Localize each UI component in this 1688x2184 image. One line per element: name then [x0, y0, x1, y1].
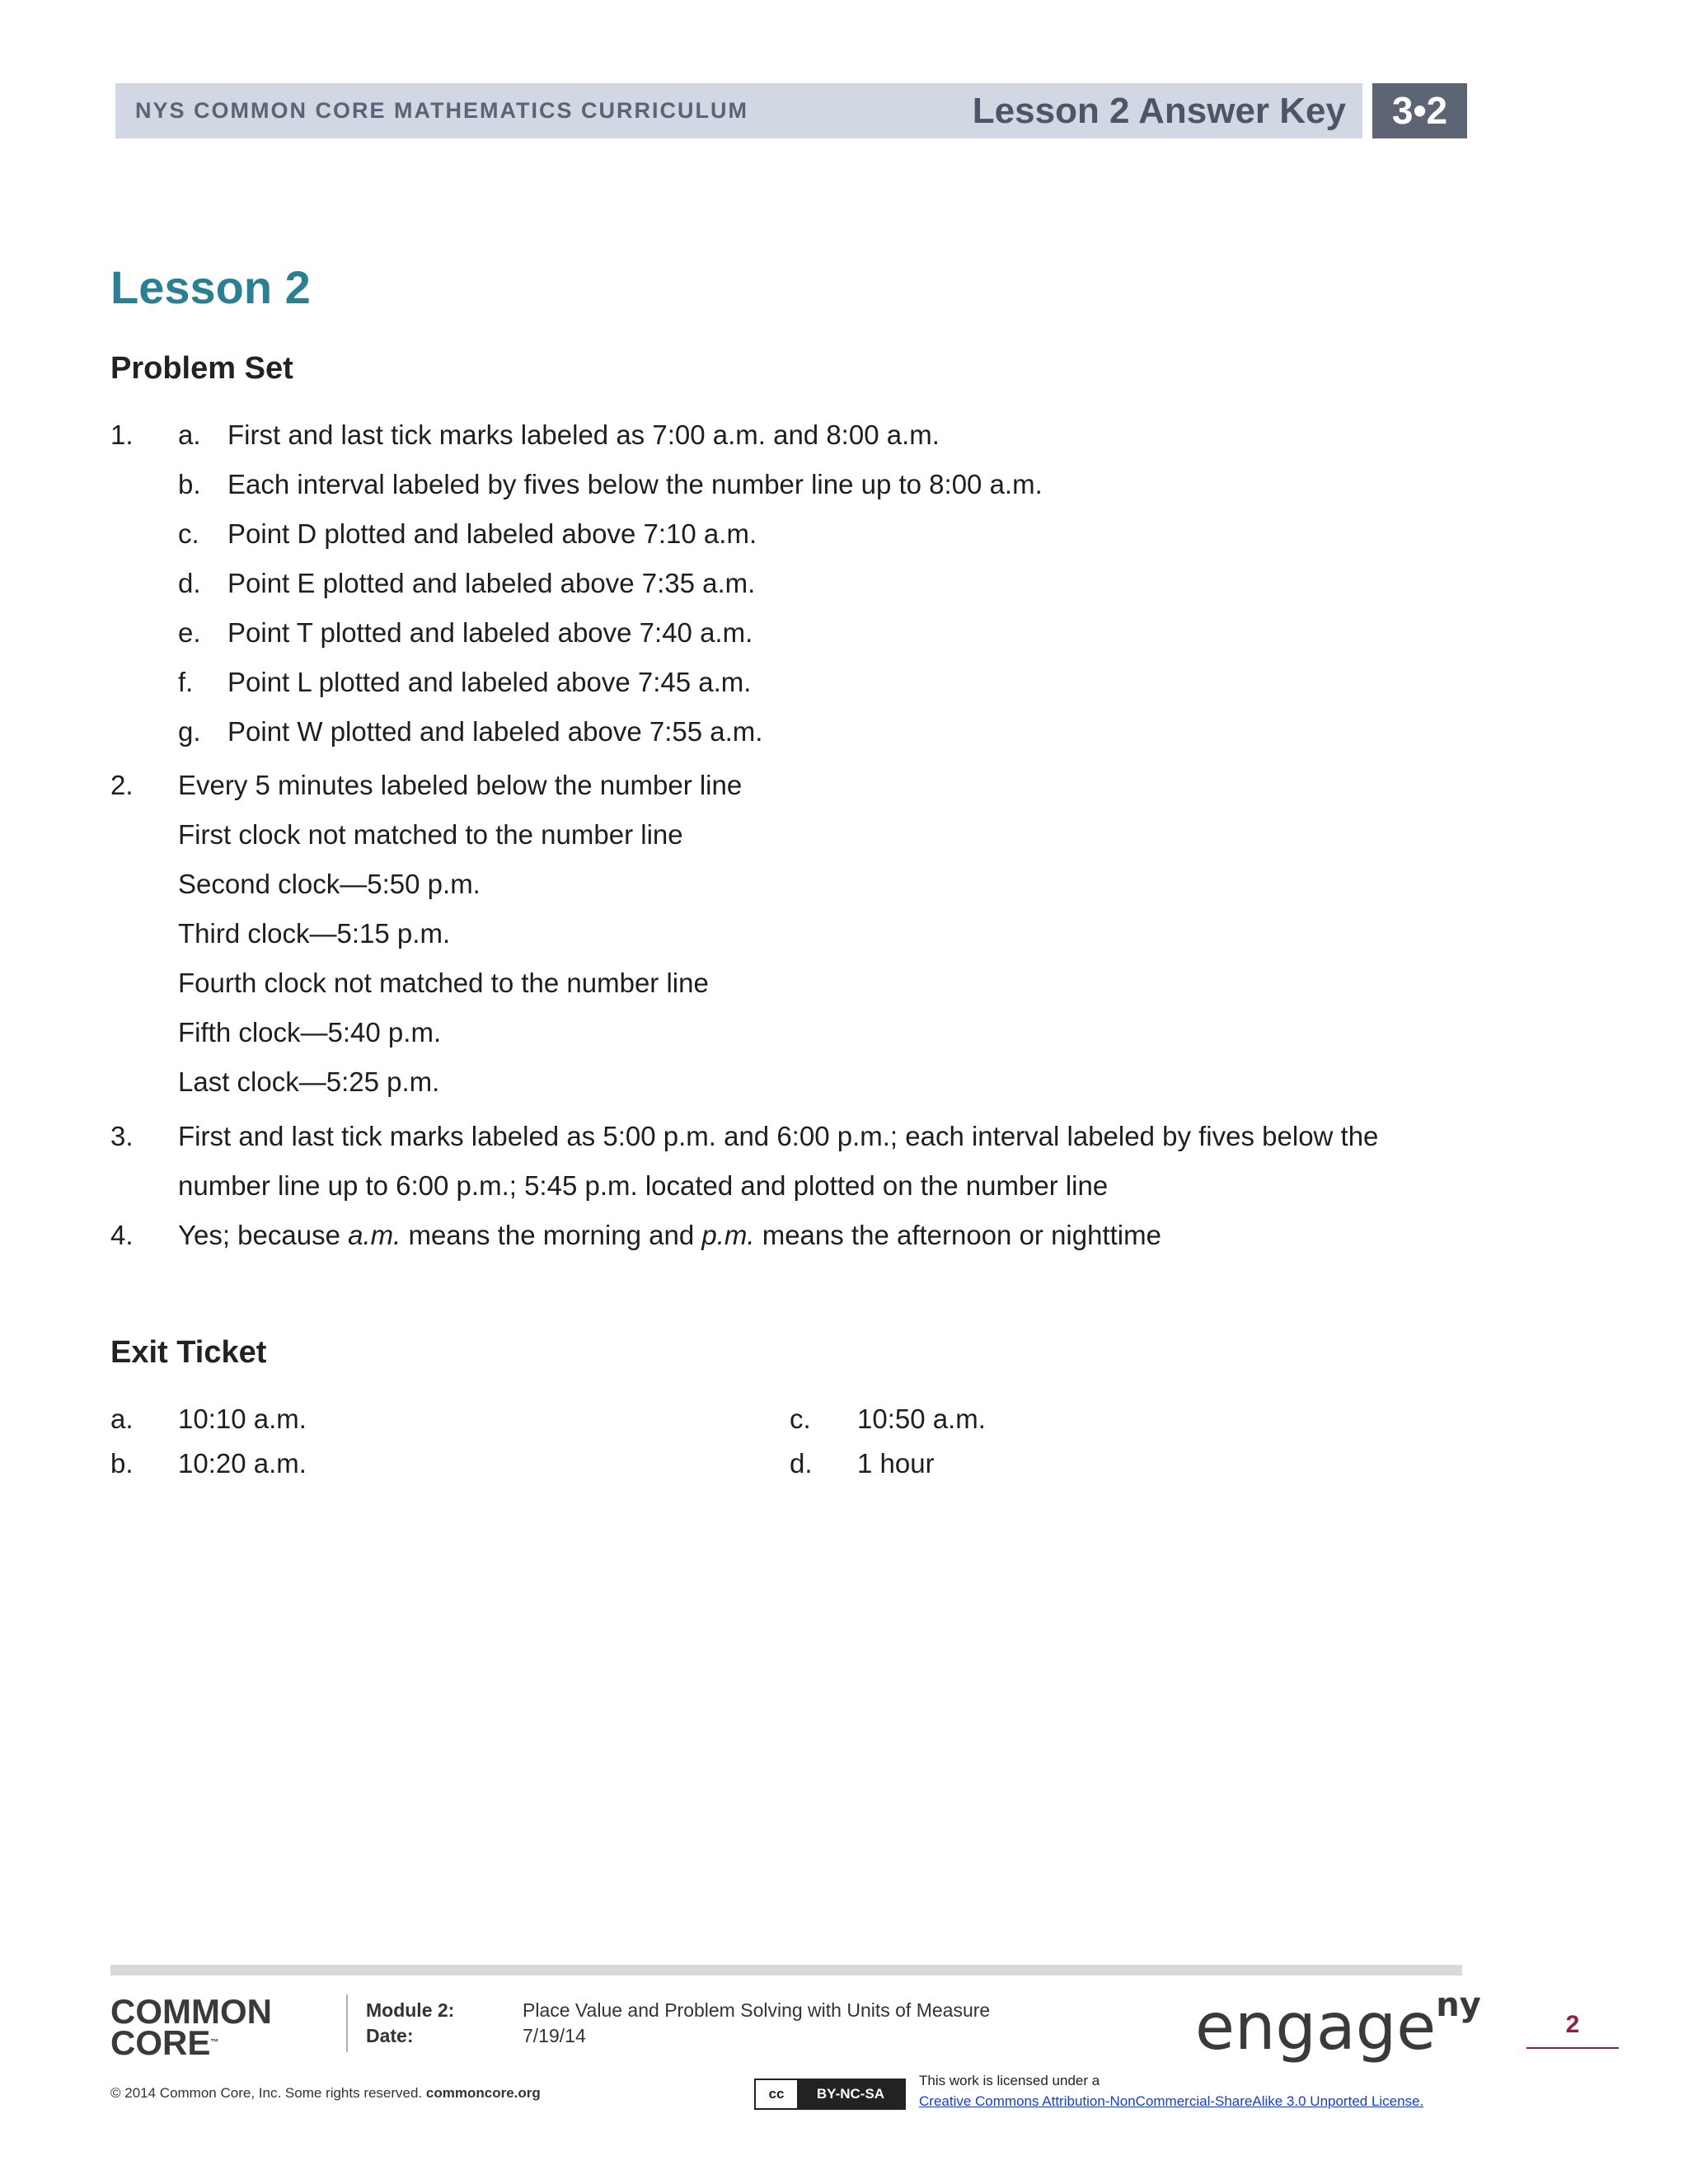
grade-module-badge: 3•2 [1372, 83, 1467, 138]
cc-license-badge[interactable] [754, 2079, 906, 2110]
question-number: 4. [110, 1220, 134, 1250]
answer-line [178, 1219, 1161, 1252]
item-text: 10:50 a.m. [857, 1404, 986, 1434]
item-letter: a. [178, 419, 201, 450]
exit-ticket-heading: Exit Ticket [110, 1335, 267, 1370]
question-number: 1. [110, 419, 134, 450]
logo-line-2: CORE [110, 2023, 211, 2062]
problem-set-heading: Problem Set [110, 351, 293, 386]
answer-line: Second clock—5:50 p.m. [178, 869, 481, 899]
answer-em: a.m. [348, 1220, 401, 1250]
item-letter: d. [178, 568, 201, 598]
module-value: Place Value and Problem Solving with Units of Measure [523, 1999, 991, 2021]
item-letter: b. [178, 469, 201, 499]
logo-trademark: ™ [210, 2038, 219, 2047]
copyright-site: commoncore.org [425, 2085, 541, 2101]
engage-sup: ny [1436, 1986, 1481, 2024]
item-text: 10:10 a.m. [178, 1404, 307, 1434]
question-number: 3. [110, 1121, 134, 1151]
answer-text: means the afternoon or nighttime [754, 1220, 1161, 1250]
item-letter: c. [178, 518, 199, 549]
copyright [110, 2085, 541, 2102]
common-core-logo [110, 1992, 272, 2062]
item-text: Point D plotted and labeled above 7:10 a.m. [227, 518, 757, 549]
engage-text: engage [1195, 1990, 1437, 2064]
item-text: Each interval labeled by fives below the number line up to 8:00 a.m. [227, 469, 1043, 499]
item-letter: e. [178, 617, 201, 648]
answer-line: First and last tick marks labeled as 5:00 p.m. and 6:00 p.m.; each interval labeled by fives below the [178, 1121, 1379, 1151]
answer-line: Last clock—5:25 p.m. [178, 1066, 440, 1097]
logo-line-1: COMMON [110, 1992, 272, 2031]
item-letter: f. [178, 667, 194, 697]
license-link[interactable]: Creative Commons Attribution-NonCommercial-ShareAlike 3.0 Unported License. [919, 2093, 1424, 2109]
footer-separator [346, 1994, 348, 2052]
answer-line: First clock not matched to the number line [178, 819, 683, 850]
answer-line: number line up to 6:00 p.m.; 5:45 p.m. located and plotted on the number line [178, 1170, 1109, 1201]
answer-em: p.m. [701, 1220, 755, 1250]
item-text: Point W plotted and labeled above 7:55 a.m. [227, 716, 763, 747]
item-letter: a. [110, 1404, 134, 1434]
item-letter: d. [790, 1448, 813, 1479]
item-text: Point T plotted and labeled above 7:40 a.m. [227, 617, 753, 648]
cc-icon: cc [756, 2080, 797, 2108]
date-label: Date: [366, 2025, 414, 2046]
item-text: Point L plotted and labeled above 7:45 a.m. [227, 667, 752, 697]
date-value: 7/19/14 [523, 2025, 586, 2046]
item-text: 1 hour [857, 1448, 935, 1479]
page-number-underline [1526, 2047, 1619, 2049]
curriculum-title: NYS COMMON CORE MATHEMATICS CURRICULUM [135, 98, 748, 123]
license-text: This work is licensed under a [919, 2073, 1100, 2088]
engageny-logo [1195, 1986, 1481, 2064]
page-number: 2 [1565, 2011, 1580, 2038]
answer-key-title: Lesson 2 Answer Key [972, 91, 1346, 131]
item-letter: b. [110, 1448, 134, 1479]
footer-divider [110, 1965, 1462, 1975]
item-text: 10:20 a.m. [178, 1448, 307, 1479]
answer-text: means the morning and [401, 1220, 702, 1250]
item-text: Point E plotted and labeled above 7:35 a.m. [227, 568, 756, 598]
answer-line: Every 5 minutes labeled below the number line [178, 770, 743, 800]
answer-text: Yes; because [178, 1220, 349, 1250]
answer-line: Third clock—5:15 p.m. [178, 918, 451, 949]
answer-line: Fifth clock—5:40 p.m. [178, 1017, 442, 1047]
page-title: Lesson 2 [110, 261, 311, 313]
item-text: First and last tick marks labeled as 7:00 a.m. and 8:00 a.m. [227, 419, 940, 450]
answer-line: Fourth clock not matched to the number line [178, 968, 709, 998]
cc-license-type: BY-NC-SA [797, 2080, 904, 2108]
question-number: 2. [110, 770, 134, 800]
copyright-text: © 2014 Common Core, Inc. Some rights reserved. [110, 2085, 423, 2101]
item-letter: c. [790, 1404, 811, 1434]
item-letter: g. [178, 716, 201, 747]
module-label: Module 2: [366, 1999, 455, 2021]
